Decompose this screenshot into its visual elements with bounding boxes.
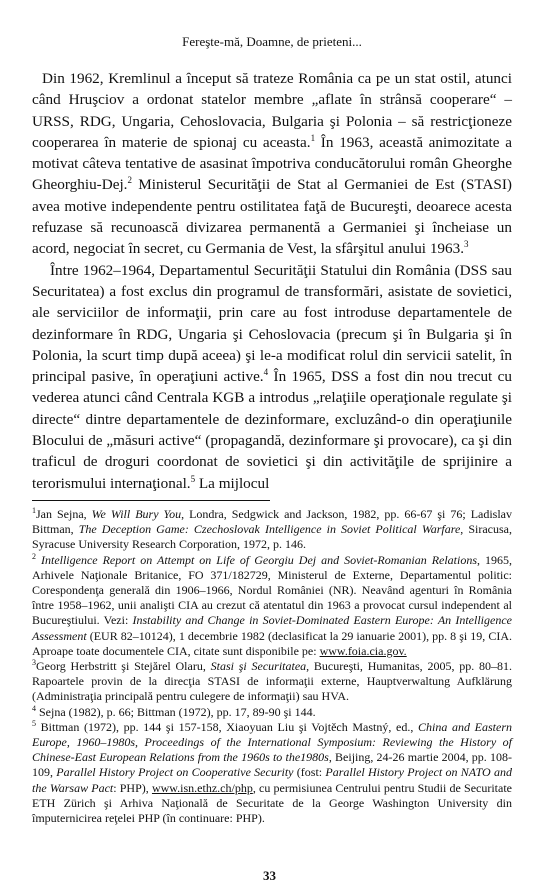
text-run: Din 1962, Kremlinul a început să trateze România ca pe un stat ostil, atunci când Hruşciov a ordonat statelor membre „aflate în strânsă cooperare“ – URSS, RDG, Ungaria, Cehoslovacia, Bulgaria şi Polonia – să restricţioneze cooperarea în materie de spionaj cu aceasta. xyxy=(32,70,512,151)
text-run: (fost: xyxy=(293,765,326,780)
italic-title: We Will Bury You xyxy=(91,506,182,521)
footnote-separator xyxy=(32,500,270,501)
text-run: , Londra, Sedgwick and Jackson, 1982, pp. 66-67 şi 76; Ladislav Bittman, xyxy=(32,506,513,537)
footnote xyxy=(32,705,512,720)
text-run: La mijlocul xyxy=(195,474,270,492)
footnote-ref: 5 xyxy=(190,473,196,484)
footnote xyxy=(32,720,512,826)
footnote-ref: 4 xyxy=(32,703,36,713)
text-run: , Siracusa, Syracuse University Research Corporation, 1972, p. 146. xyxy=(32,522,512,552)
italic-title: Parallel History Project on NATO and the Warsaw Pact xyxy=(32,765,513,795)
text-run: , Bucureşti, Humanitas, 2005, pp. 80–81. Rapoartele provin de la direcţia STASI de informaţii externe, Hauptverwaltung Aufklärung (Administraţia principală pentru culegere de informaţii) sau HVA. xyxy=(32,658,512,704)
footnote xyxy=(32,507,512,553)
footnote-ref: 1 xyxy=(310,132,316,143)
footnote-ref: 4 xyxy=(263,367,269,378)
text-run: , Beijing, 24-26 martie 2004, pp. 108-109, xyxy=(32,750,512,780)
italic-title: China and Eastern Europe, 1960–1980s, Proceedings of the International Symposium: Reviewing the History of Chinese-East European Relations from the 1960s to the1980s xyxy=(32,719,513,765)
italic-title: Parallel History Project on Cooperative Security xyxy=(56,765,294,780)
italic-title: Intelligence Report on Attempt on Life of Georgiu Dej and Soviet-Romanian Relations xyxy=(40,552,478,567)
text-run: Georg Herbstritt şi Stejărel Olaru, xyxy=(36,658,211,673)
text-run: Bittman (1972), pp. 144 şi 157-158, Xiaoyuan Liu şi Vojtěch Mastný, ed., xyxy=(36,719,419,734)
text-run: Sejna (1982), p. 66; Bittman (1972), pp. 17, 89-90 şi 144. xyxy=(36,704,316,719)
footnote-ref: 3 xyxy=(32,657,36,667)
text-run: În 1963, această animozitate a motivat câteva tentative de asasinat împotriva conducătorului român Gheorghe Gheorghiu-Dej. xyxy=(32,133,512,194)
text-run: Ministerul Securităţii de Stat al Germaniei de Est (STASI) avea motive independente pentru ostilitatea faţă de Bucureşti, deoarece acesta refuzase să recunoască divizarea permanentă a Germaniei şi încheiase un acord, negociat în secret, cu Germania de Vest, la sfârşitul anului 1963. xyxy=(32,176,512,258)
text-run: , 1965, Arhivele Naţionale Britanice, FO 371/182729, Ministerul de Externe, Departamentul politic: Corespondenţa generală din 1906–1966, Nordul României (NR). Neavând agenturi în România între 1958–1962, unii analişti CIA au crezut că atentatul din 1963 a provocat cursul independent al Bucureştiului. Vezi: xyxy=(32,552,513,628)
paragraph xyxy=(32,68,512,260)
footnote-ref: 2 xyxy=(127,175,132,186)
page-number: 33 xyxy=(263,868,276,883)
footnote-ref: 2 xyxy=(32,551,36,561)
web-link[interactable]: www.foia.cia.gov. xyxy=(319,643,407,658)
italic-title: The Deception Game: Czechoslovak Intelligence in Soviet Political Warfare xyxy=(78,522,461,537)
text-run: : PHP), xyxy=(113,780,152,795)
footnote-ref: 1 xyxy=(32,505,36,515)
text-run: , cu permisiunea Centrului pentru Studii de Securitate ETH Zürich şi Arhiva Naţională de Securitate de la George Washington University din împuternicirea reţelei PHP (în continuare: PHP). xyxy=(32,780,513,825)
main-text xyxy=(32,68,512,494)
footnote xyxy=(32,659,512,705)
paragraph xyxy=(32,260,512,494)
running-header: Fereşte-mă, Doamne, de prieteni... xyxy=(182,34,362,49)
text-run: Jan Sejna, xyxy=(36,506,92,521)
text-run: (EUR 82–10124), 1 decembrie 1982 (declasificat la 29 ianuarie 2001), pp. 8 şi 19, CIA. Aproape toate documentele CIA, citate sunt disponibile pe: xyxy=(32,628,512,658)
italic-title: Instability and Change in Soviet-Dominated Eastern Europe: An Intelligence Assessment xyxy=(32,613,512,643)
text-run: În 1965, DSS a fost din nou trecut cu vederea atunci când Centrala KGB a introdus „relaţiile operaţionale regulate şi directe“ dintre departamentele de dezinformare, excluzând-o din operaţiunile Blocului de „măsuri active“ (propagandă, dezinformare şi provocare), ca şi din traficul de droguri coordonat de sovietici şi din activităţile de sprijinire a terorismului internaţional. xyxy=(32,368,512,492)
italic-title: Stasi şi Securitatea xyxy=(210,658,307,673)
footnotes xyxy=(32,507,512,826)
footnote-ref: 3 xyxy=(464,239,469,250)
footnote-ref: 5 xyxy=(32,718,36,728)
footnote xyxy=(32,553,512,659)
text-run: Între 1962–1964, Departamentul Securităţii Statului din România (DSS sau Securitatea) a fost exclus din programul de transformări, asistate de sovietici, ale serviciilor de informaţii, prin care au fost introduse departamentele de dezinformare în RDG, Ungaria şi Cehoslovacia (precum şi în Bulgaria şi în Polonia, la scurt timp după aceea) şi le-a modificat rolul din servicii satelit, în principal pasive, în operaţiuni active. xyxy=(32,261,512,386)
web-link[interactable]: www.isn.ethz.ch/php xyxy=(151,780,253,795)
